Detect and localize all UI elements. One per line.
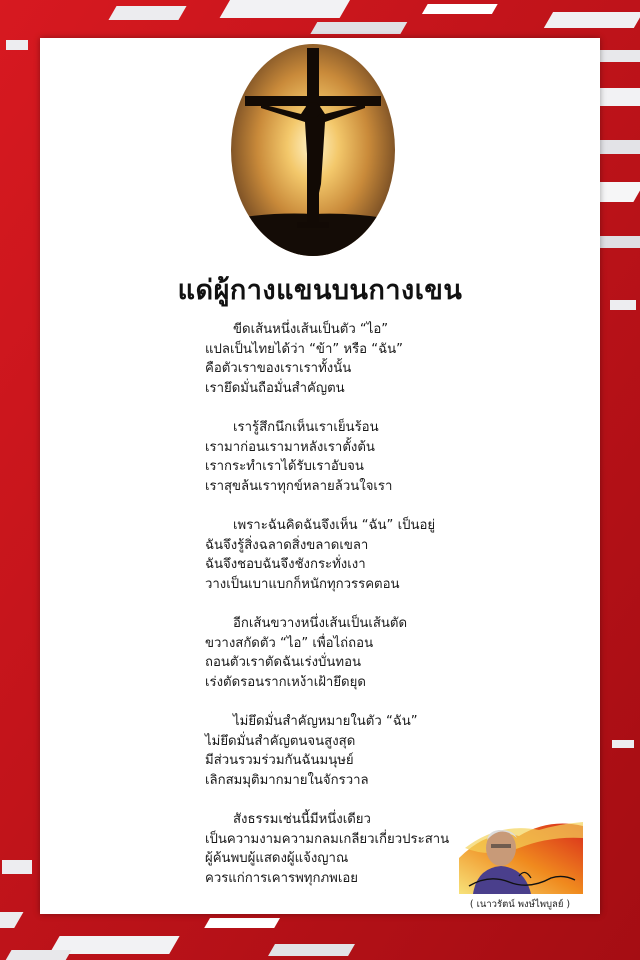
poem-line: เราสุขล้นเราทุกข์หลายล้วนใจเรา <box>205 478 393 494</box>
crucifix-image <box>231 44 395 256</box>
poem-line: เรายึดมั่นถือมั่นสำคัญตน <box>205 380 345 396</box>
poem-line: วางเป็นเบาแบกก็หนักทุกวรรคตอน <box>205 576 400 592</box>
stanza <box>205 418 505 496</box>
poem-line: ควรแก่การเคารพทุกภพเอย <box>205 870 358 886</box>
poem-line: ขีดเส้นหนึ่งเส้นเป็นตัว “ไอ” <box>233 322 389 337</box>
poem-line: เร่งตัดรอนรากเหง้าเฝ้ายึดยุด <box>205 674 366 690</box>
poem-line: เป็นความงามความกลมเกลียวเกี่ยวประสาน <box>205 831 450 847</box>
poem-title: แด่ผู้กางแขนบนกางเขน <box>177 275 463 306</box>
stanza <box>205 516 505 594</box>
poem-line: ไม่ยึดมั่นสำคัญตนจนสูงสุด <box>205 733 356 749</box>
poem-line: ผู้ค้นพบผู้แสดงผู้แจ้งญาณ <box>205 851 349 866</box>
poem-line: เรารู้สึกนึกเห็นเราเย็นร้อน <box>233 420 379 435</box>
poem-line: ฉันจึงชอบฉันจึงชังกระทั่งเงา <box>205 557 366 572</box>
poem-line: ไม่ยึดมั่นสำคัญหมายในตัว “ฉัน” <box>233 714 418 729</box>
poem-line: ถอนตัวเราตัดฉันเร่งบั่นทอน <box>205 655 362 670</box>
stanza <box>205 712 505 790</box>
author-name: ( เนาวรัตน์ พงษ์ไพบูลย์ ) <box>469 899 571 910</box>
poem-line: มีส่วนรวมร่วมกันฉันมนุษย์ <box>205 753 354 768</box>
stanza <box>205 320 505 398</box>
stanza <box>205 614 505 692</box>
poem-line: แปลเป็นไทยได้ว่า “ข้า” หรือ “ฉัน” <box>205 341 403 357</box>
poem-line: อีกเส้นขวางหนึ่งเส้นเป็นเส้นตัด <box>233 616 408 631</box>
poem-line: เลิกสมมุติมากมายในจักรวาล <box>205 772 369 788</box>
poem-line: ขวางสกัดตัว “ไอ” เพื่อไถ่ถอน <box>205 635 374 651</box>
author-portrait <box>459 818 583 894</box>
poem-line: คือตัวเราของเราเราทั้งนั้น <box>205 361 352 376</box>
poem-line: ฉันจึงรู้สิ่งฉลาดสิ่งขลาดเขลา <box>205 537 369 553</box>
poem-line: สังธรรมเช่นนี้มีหนึ่งเดียว <box>233 812 371 827</box>
poem-line: เรามาก่อนเรามาหลังเราตั้งต้น <box>205 439 375 455</box>
poem-line: เรากระทำเราได้รับเราอับจน <box>205 459 364 474</box>
poem-line: เพราะฉันคิดฉันจึงเห็น “ฉัน” เป็นอยู่ <box>233 518 436 533</box>
